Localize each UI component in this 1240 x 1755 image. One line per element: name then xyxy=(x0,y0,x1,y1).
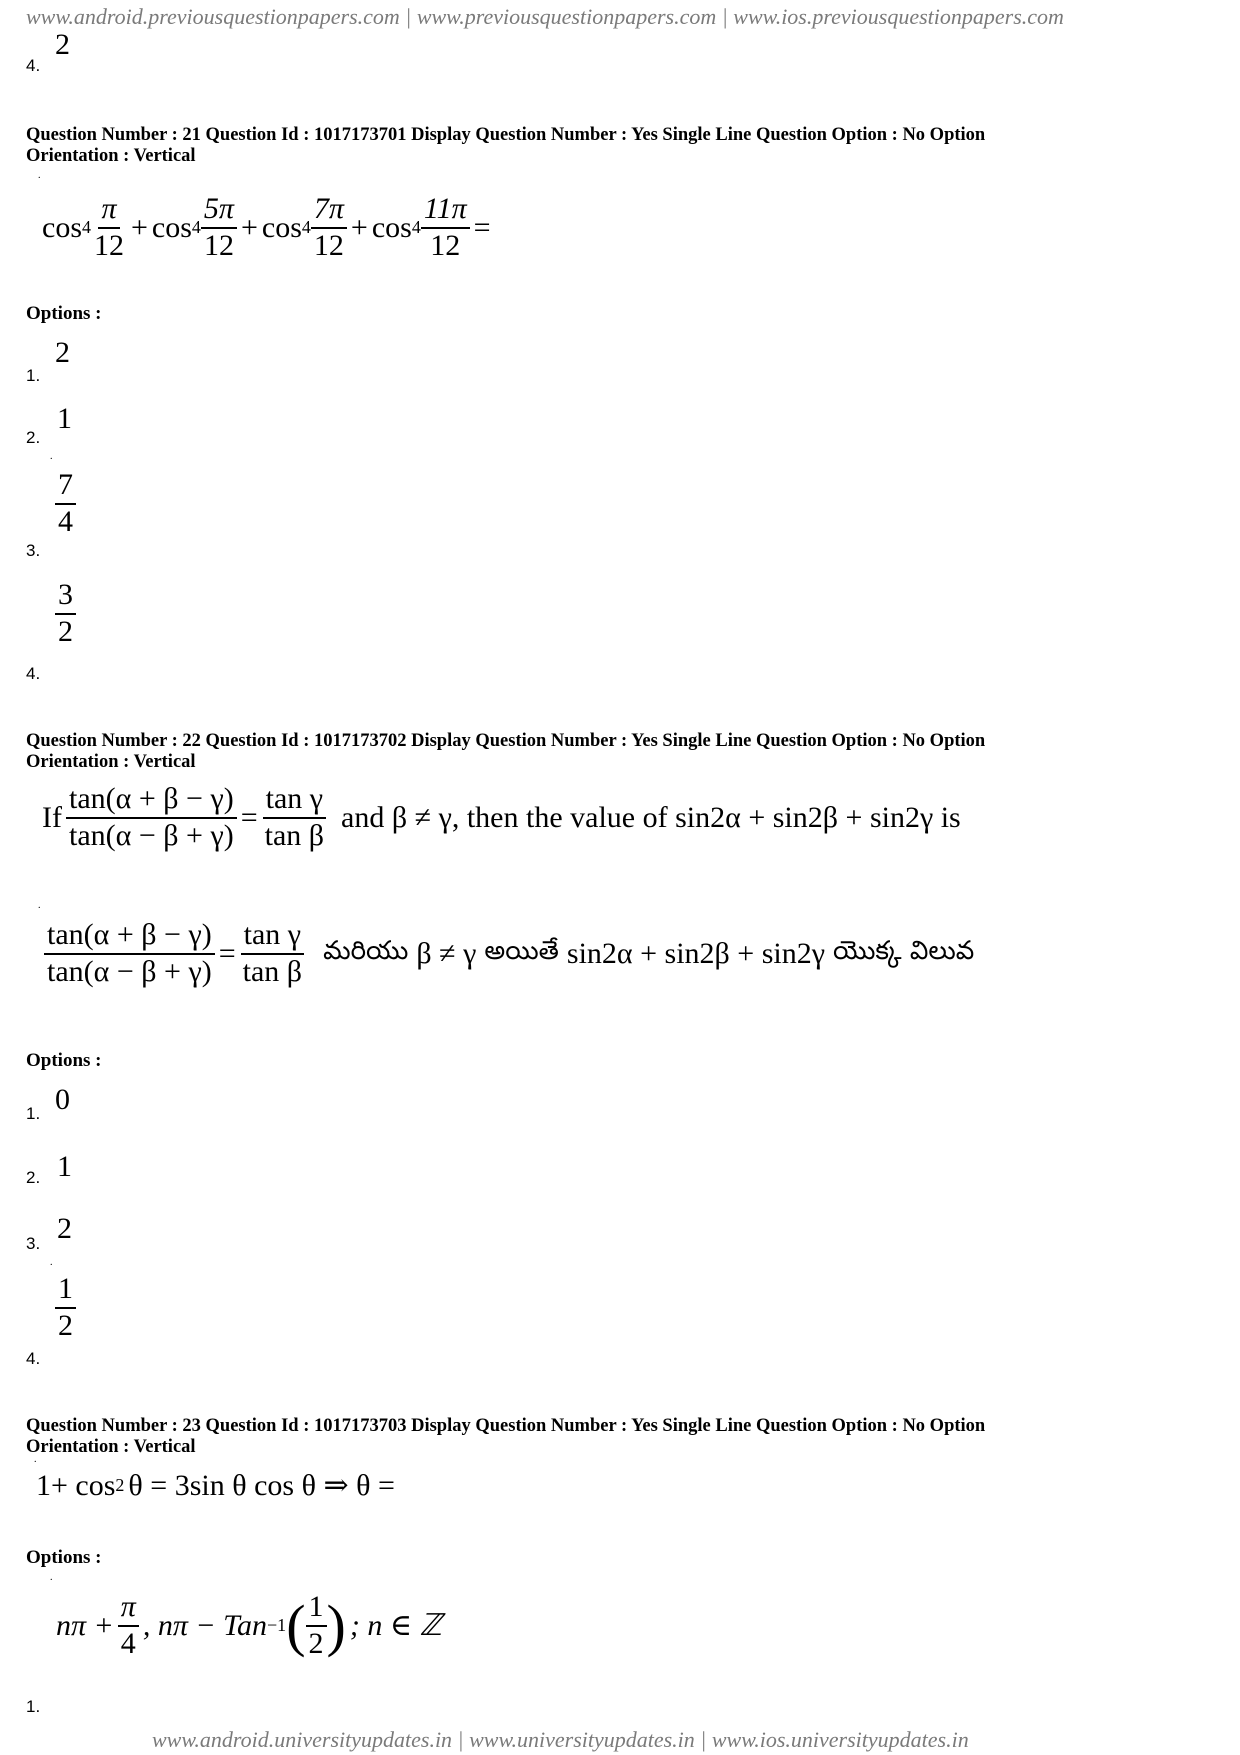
question-22-telugu: $\frac{\tan(\alpha + \beta - \gamma)}{\tan(\alpha - \beta + \gamma)}$ = $\frac{\text{tan γ}}{\text{tan β}}$ మరియు β ≠ γ అయితే sin2α + sin2β + sin2γ యొక్క విలువ xyxy=(44,918,978,989)
option-value: 2 xyxy=(55,28,70,61)
option-value: 0 xyxy=(55,1083,70,1116)
option-number: 1. xyxy=(26,366,41,385)
option-expression: nπ + $\frac{\pi}{4}$ , nπ − Tan −1 ( $\frac{1}{2}$ ) ; n ∈ ℤ xyxy=(56,1590,442,1660)
option-value: 2 xyxy=(55,336,70,369)
question-23-meta: Question Number : 23 Question Id : 1017173703 Display Question Number : Yes Single Line Question Option : No Option Orientation : Vertical xyxy=(26,1416,986,1457)
options-label: Options : xyxy=(26,1050,102,1071)
option-number: 3. xyxy=(26,1234,41,1253)
options-label: Options : xyxy=(26,1547,102,1568)
option-fraction: $\frac{3}{2}$ xyxy=(55,578,76,649)
question-22-english: If $\frac{\tan(\alpha + \beta - \gamma)}{\tan(\alpha - \beta + \gamma)}$ = $\frac{\text{tan γ}}{\text{tan β}}$ and β ≠ γ, then the value of sin2α + sin2β + sin2γ is xyxy=(42,782,961,852)
question-21-meta: Question Number : 21 Question Id : 1017173701 Display Question Number : Yes Single Line Question Option : No Option Orientation : Vertical xyxy=(26,125,986,166)
option-number: 1. xyxy=(26,1104,41,1123)
header-watermark: www.android.previousquestionpapers.com | www.previousquestionpapers.com | www.ios.previousquestionpapers.com xyxy=(26,4,1064,29)
question-21-expression: cos 4 $\frac{\pi}{12}$ + cos 4 $\frac{5\pi}{12}$ + cos 4 $\frac{7\pi}{12}$ + cos 4 $\frac{11\pi}{12}$ = xyxy=(42,192,491,262)
option-fraction: $\frac{7}{4}$ xyxy=(55,468,76,539)
option-number: 1. xyxy=(26,1697,41,1716)
question-22-meta: Question Number : 22 Question Id : 1017173702 Display Question Number : Yes Single Line Question Option : No Option Orientation : Vertical xyxy=(26,731,986,772)
option-number: 4. xyxy=(26,664,41,683)
option-number: 3. xyxy=(26,541,41,560)
option-value: 1 xyxy=(57,402,72,435)
option-number: 2. xyxy=(26,428,41,447)
option-fraction: $\frac{1}{2}$ xyxy=(55,1272,76,1343)
footer-watermark: www.android.universityupdates.in | www.universityupdates.in | www.ios.universityupdates.in xyxy=(152,1727,969,1752)
option-value: 1 xyxy=(57,1150,72,1183)
option-number: 4. xyxy=(26,1349,41,1368)
question-23-expression: 1+ cos 2 θ = 3sin θ cos θ ⇒ θ = xyxy=(36,1468,395,1502)
option-number: 2. xyxy=(26,1168,41,1187)
option-value: 2 xyxy=(57,1212,72,1245)
options-label: Options : xyxy=(26,303,102,324)
option-number: 4. xyxy=(26,56,41,75)
